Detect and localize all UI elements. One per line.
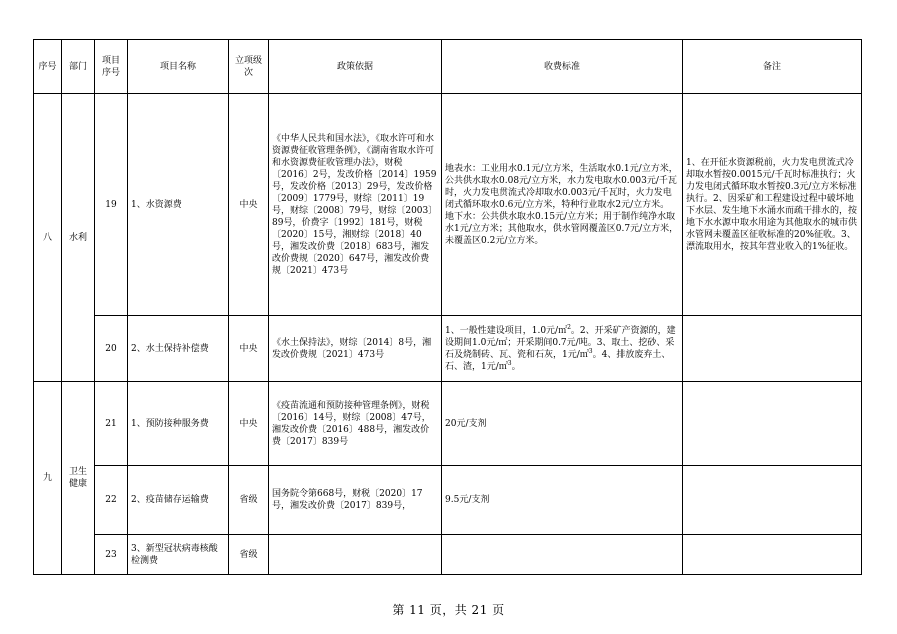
item-standard — [442, 535, 683, 575]
standard-part-c: 。4、排放废弃土、石、渣，1元/㎥ — [445, 349, 671, 372]
item-no: 21 — [95, 382, 128, 466]
item-standard: 9.5元/支剂 — [442, 466, 683, 535]
header-item-name: 项目名称 — [128, 40, 229, 94]
item-no: 19 — [95, 94, 128, 316]
item-policy: 国务院令第668号，财税〔2020〕17号，湘发改价费〔2017〕839号， — [269, 466, 442, 535]
item-policy: 《中华人民共和国水法》，《取水许可和水资源费征收管理条例》，《湖南省取水许可和水资源费征收管理办法》，财税〔2016〕2号，发改价格〔2014〕1959号，发改价格〔2013〕29号，发改价格〔2009〕1779号，财综〔2011〕19号，财综〔2008〕79号，财综〔2003〕89号，价费字〔1992〕181号，财税〔2020〕15号，湘财综〔2018〕40号，湘发改价费〔2018〕683号，湘发改价费规〔2020〕647号，湘发改价费规〔2021〕473号 — [269, 94, 442, 316]
superscript-3: 3 — [507, 359, 512, 367]
standard-part-d: 。 — [511, 361, 521, 372]
table-row — [34, 535, 862, 575]
item-remarks — [683, 466, 862, 535]
item-remarks: 1、在开征水资源税前，火力发电贯流式冷却取水暂按0.0015元/千瓦时标准执行；火力发电闭式循环取水暂按0.3元/立方米标准执行。2、因采矿和工程建设过程中破坏地下水层、发生地下水涌水而疏干排水的，按地下水水源中取水用途为其他取水的城市供水管网未覆盖区征收标准的20%征收。3、漂流取用水，按其年营业收入的1%征收。 — [683, 94, 862, 316]
item-name: 2、水土保持补偿费 — [128, 316, 229, 382]
item-level: 省级 — [229, 535, 269, 575]
header-level: 立项级次 — [229, 40, 269, 94]
standard-surface-water: 地表水：工业用水0.1元/立方米，生活取水0.1元/立方米，公共供水取水0.08元/立方米，水力发电取水0.003元/千瓦时，火力发电贯流式冷却取水0.003元/千瓦时，火力发电闭式循环取水0.6元/立方米，特种行业取水2元/立方米。 — [445, 163, 678, 210]
header-row — [34, 40, 862, 94]
item-name: 1、水资源费 — [128, 94, 229, 316]
item-no: 22 — [95, 466, 128, 535]
item-level: 中央 — [229, 316, 269, 382]
table-row — [34, 94, 862, 316]
item-standard: 20元/支剂 — [442, 382, 683, 466]
item-level: 中央 — [229, 94, 269, 316]
item-level: 省级 — [229, 466, 269, 535]
header-dept: 部门 — [62, 40, 95, 94]
item-name: 3、新型冠状病毒核酸检测费 — [128, 535, 229, 575]
group-seq: 九 — [34, 382, 62, 575]
fee-table — [33, 39, 862, 575]
item-standard — [442, 94, 683, 316]
header-policy: 政策依据 — [269, 40, 442, 94]
table-row — [34, 382, 862, 466]
item-no: 20 — [95, 316, 128, 382]
item-standard — [442, 316, 683, 382]
standard-part-b: 。2、开采矿产资源的，建设期间1.0元/㎡；开采期间0.7元/吨。3、取土、挖砂、采石及烧制砖、瓦、瓷和石灰，1元/㎥ — [445, 325, 676, 360]
table-row — [34, 466, 862, 535]
item-policy: 《疫苗流通和预防接种管理条例》，财税〔2016〕14号，财综〔2008〕47号，湘发改价费〔2016〕488号，湘发改价费〔2017〕839号 — [269, 382, 442, 466]
item-policy: 《水土保持法》，财综〔2014〕8号，湘发改价费规〔2021〕473号 — [269, 316, 442, 382]
item-policy — [269, 535, 442, 575]
group-seq: 八 — [34, 94, 62, 382]
header-seq: 序号 — [34, 40, 62, 94]
header-item-seq: 项目序号 — [95, 40, 128, 94]
header-standard: 收费标准 — [442, 40, 683, 94]
page-footer: 第 11 页，共 21 页 — [392, 603, 505, 617]
item-remarks — [683, 535, 862, 575]
superscript-3: 3 — [588, 347, 593, 355]
item-name: 1、预防接种服务费 — [128, 382, 229, 466]
standard-ground-water: 地下水：公共供水取水0.15元/立方米；用于制作纯净水取水1元/立方米；其他取水，供水管网覆盖区0.7元/立方米，未覆盖区0.2元/立方米。 — [445, 211, 679, 246]
table-row — [34, 316, 862, 382]
item-remarks — [683, 382, 862, 466]
group-dept: 卫生健康 — [62, 382, 95, 575]
standard-part-a: 1、一般性建设项目，1.0元/㎡ — [445, 325, 568, 336]
header-remarks: 备注 — [683, 40, 862, 94]
item-remarks — [683, 316, 862, 382]
group-dept: 水利 — [62, 94, 95, 382]
item-name: 2、疫苗储存运输费 — [128, 466, 229, 535]
item-level: 中央 — [229, 382, 269, 466]
item-no: 23 — [95, 535, 128, 575]
superscript-2: 2 — [567, 323, 571, 331]
